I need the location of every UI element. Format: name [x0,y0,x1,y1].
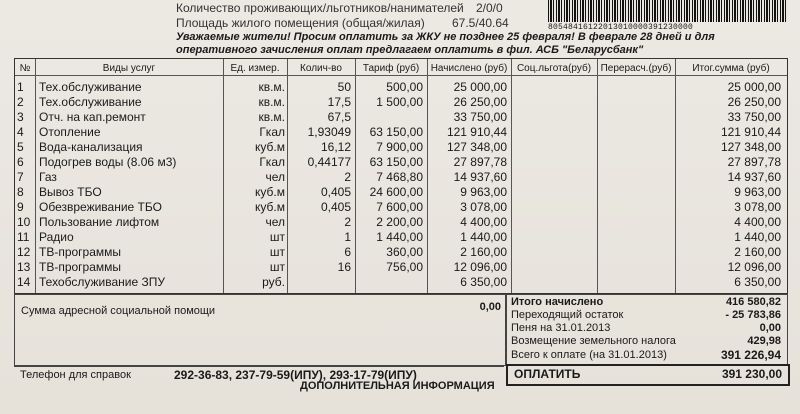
cell-qty: 0,44177 [307,155,351,169]
cell-qty: 16 [337,260,351,274]
cell-total: 14 937,60 [727,170,781,184]
cell-service: Тех.обслуживание [39,80,142,94]
cell-qty: 0,405 [320,200,351,214]
cell-charged: 27 897,78 [453,155,507,169]
cell-total: 33 750,00 [727,110,781,124]
summary-value-carryover: - 25 783,86 [725,309,781,321]
cell-service: Подогрев воды (8.06 м3) [39,155,177,169]
cell-service: Пользование лифтом [39,215,160,229]
cell-n: 5 [17,140,24,154]
phone-label: Телефон для справок [20,369,131,381]
cell-unit: чел [265,170,285,184]
cell-charged: 26 250,00 [453,95,507,109]
table-row [15,245,787,259]
cell-n: 4 [17,125,24,139]
pay-box [506,364,790,386]
table-row [15,95,787,109]
cell-service: Газ [39,170,57,184]
cell-service: ТВ-программы [39,245,122,259]
cell-charged: 9 963,00 [460,185,507,199]
cell-total: 27 897,78 [727,155,781,169]
summary-value-land-tax: 429,98 [747,335,781,347]
cell-charged: 1 440,00 [460,230,507,244]
cell-total: 3 078,00 [734,200,781,214]
col-header-n: № [19,63,31,74]
cell-unit: чел [265,215,285,229]
summary-value-total: 416 580,82 [725,296,781,308]
cell-tariff: 1 440,00 [376,230,423,244]
cell-tariff: 7 900,00 [376,140,423,154]
cell-total: 12 096,00 [727,260,781,274]
area-label: Площадь жилого помещения (общая/жилая) [176,16,425,30]
table-row [15,230,787,244]
residents-label: Количество проживающих/льготников/нанимателей [176,1,464,15]
cell-unit: куб.м [255,200,285,214]
services-table [14,58,788,294]
cell-tariff: 24 600,00 [369,185,423,199]
cell-total: 6 350,00 [734,275,781,289]
cell-qty: 6 [344,245,351,259]
cell-unit: руб. [262,275,285,289]
cell-charged: 3 078,00 [460,200,507,214]
summary-label-penalty: Пеня на 31.01.2013 [511,322,611,334]
cell-n: 2 [17,95,24,109]
cell-total: 2 160,00 [734,245,781,259]
cell-n: 6 [17,155,24,169]
cell-charged: 33 750,00 [453,110,507,124]
cell-qty: 1 [344,230,351,244]
col-header-tariff: Тариф (руб) [362,63,420,74]
cell-service: Техобслуживание ЗПУ [39,275,165,289]
additional-info-title: ДОПОЛНИТЕЛЬНАЯ ИНФОРМАЦИЯ [300,380,495,392]
cell-total: 25 000,00 [727,80,781,94]
cell-tariff: 1 500,00 [376,95,423,109]
cell-tariff: 360,00 [386,245,423,259]
table-row [15,260,787,274]
col-header-charged: Начислено (руб) [430,63,508,74]
cell-unit: Гкал [259,125,285,139]
table-row [15,80,787,94]
cell-n: 14 [17,275,31,289]
cell-charged: 12 096,00 [453,260,507,274]
cell-n: 10 [17,215,31,229]
summary-value-penalty: 0,00 [759,322,781,334]
cell-charged: 4 400,00 [460,215,507,229]
cell-charged: 121 910,44 [446,125,507,139]
cell-total: 127 348,00 [720,140,781,154]
cell-service: Вода-канализация [39,140,143,154]
cell-charged: 6 350,00 [460,275,507,289]
summary-label-carryover: Переходящий остаток [511,309,624,321]
table-row [15,200,787,214]
cell-unit: шт [269,260,285,274]
area-value: 67.5/40.64 [452,16,509,30]
cell-total: 9 963,00 [734,185,781,199]
cell-unit: кв.м. [258,110,285,124]
col-header-recalc: Перерасч.(руб) [600,63,672,74]
barcode-number: 80548416122013010000391230000 [548,23,694,32]
notice-line-2: оперативного зачисления оплат предлагаем оплатить в фил. АСБ "Беларусбанк" [176,44,644,56]
cell-n: 7 [17,170,24,184]
summary-label-due: Всего к оплате (на 31.01.2013) [511,349,667,361]
col-header-social: Соц.льгота(руб) [516,63,592,74]
cell-unit: куб.м [255,140,285,154]
social-aid-value: 0,00 [479,301,501,313]
cell-n: 12 [17,245,31,259]
phone-numbers: 292-36-83, 237-79-59(ИПУ), 293-17-79(ИПУ) [174,368,417,382]
cell-tariff: 756,00 [386,260,423,274]
cell-qty: 50 [337,80,351,94]
cell-service: Обезвреживание ТБО [39,200,162,214]
col-header-qty: Колич-во [300,63,342,74]
table-row [15,170,787,184]
table-row [15,110,787,124]
cell-tariff: 2 200,00 [376,215,423,229]
cell-unit: куб.м [255,185,285,199]
cell-charged: 127 348,00 [446,140,507,154]
social-aid-box [14,294,506,366]
summary-box [506,294,788,366]
cell-qty: 2 [344,215,351,229]
cell-charged: 2 160,00 [460,245,507,259]
cell-unit: шт [269,245,285,259]
cell-unit: шт [269,230,285,244]
cell-n: 11 [17,230,30,244]
cell-tariff: 7 600,00 [376,200,423,214]
table-row [15,275,787,289]
cell-tariff: 63 150,00 [369,155,423,169]
cell-n: 1 [17,80,24,94]
cell-service: Вывоз ТБО [39,185,102,199]
barcode [548,0,788,22]
cell-n: 13 [17,260,31,274]
notice-line-1: Уважаемые жители! Просим оплатить за ЖКУ не позднее 25 февраля! В феврале 28 дней и для [176,31,715,43]
cell-qty: 0,405 [320,185,351,199]
table-row [15,125,787,139]
cell-unit: Гкал [259,155,285,169]
cell-n: 9 [17,200,24,214]
table-row [15,140,787,154]
cell-service: Отч. на кап.ремонт [39,110,146,124]
summary-label-total: Итого начислено [511,296,604,308]
cell-total: 121 910,44 [720,125,781,139]
cell-n: 8 [17,185,24,199]
cell-service: Тех.обслуживание [39,95,142,109]
summary-label-land-tax: Возмещение земельного налога [511,335,676,347]
cell-service: Радио [39,230,74,244]
cell-qty: 1,93049 [307,125,351,139]
cell-total: 26 250,00 [727,95,781,109]
cell-service: Отопление [39,125,101,139]
cell-service: ТВ-программы [39,260,122,274]
cell-charged: 25 000,00 [453,80,507,94]
cell-unit: кв.м. [258,80,285,94]
cell-qty: 16,12 [320,140,351,154]
cell-qty: 2 [344,170,351,184]
social-aid-label: Сумма адресной социальной помощи [21,305,216,317]
cell-qty: 17,5 [327,95,351,109]
table-row [15,155,787,169]
cell-qty: 67,5 [327,110,351,124]
cell-tariff: 7 468,80 [376,170,423,184]
cell-tariff: 500,00 [386,80,423,94]
col-header-total: Итог.сумма (руб) [692,63,770,74]
residents-value: 2/0/0 [476,1,503,15]
cell-total: 1 440,00 [734,230,781,244]
cell-charged: 14 937,60 [453,170,507,184]
cell-unit: кв.м. [258,95,285,109]
cell-n: 3 [17,110,24,124]
table-row [15,215,787,229]
summary-value-due: 391 226,94 [720,348,781,362]
cell-total: 4 400,00 [734,215,781,229]
table-row [15,185,787,199]
cell-tariff: 63 150,00 [369,125,423,139]
pay-label: ОПЛАТИТЬ [514,367,581,381]
col-header-service: Виды услуг [102,63,156,74]
col-header-unit: Ед. измер. [230,63,280,74]
pay-value: 391 230,00 [721,367,782,381]
